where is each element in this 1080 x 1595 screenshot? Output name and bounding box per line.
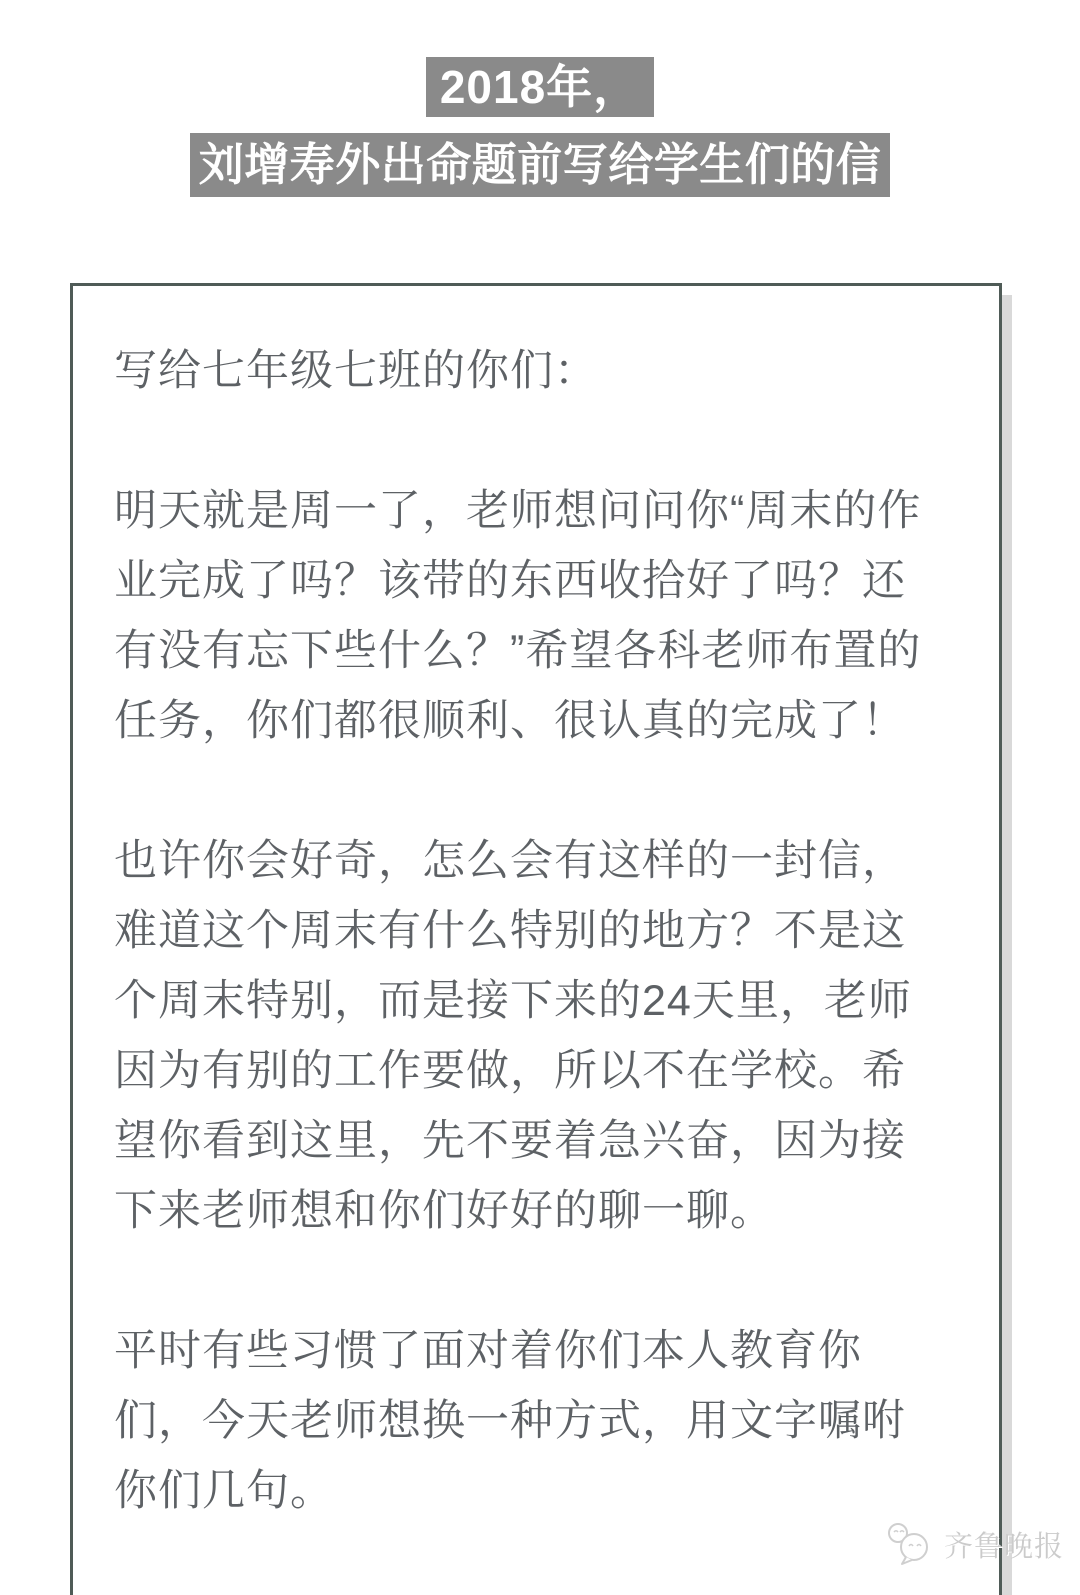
title-row-year bbox=[0, 57, 1080, 117]
letter-paragraph bbox=[114, 826, 959, 1246]
letter-line: 业完成了吗？该带的东西收拾好了吗？还 bbox=[114, 557, 906, 605]
letter-line: 你们几句。 bbox=[114, 1467, 334, 1515]
letter-line: 写给七年级七班的你们： bbox=[114, 347, 598, 395]
watermark bbox=[884, 1520, 1064, 1568]
letter-body bbox=[114, 336, 959, 1526]
letter-line: 明天就是周一了，老师想问问你“周末的作 bbox=[114, 487, 922, 535]
letter-line: 望你看到这里，先不要着急兴奋，因为接 bbox=[114, 1117, 906, 1165]
letter-paragraph bbox=[114, 476, 959, 756]
letter-line: 也许你会好奇，怎么会有这样的一封信， bbox=[114, 837, 906, 885]
letter-line: 个周末特别，而是接下来的24天里，老师 bbox=[114, 977, 912, 1025]
letter-card bbox=[70, 283, 1002, 1595]
letter-line: 任务，你们都很顺利、很认真的完成了！ bbox=[114, 697, 906, 745]
letter-line: 难道这个周末有什么特别的地方？不是这 bbox=[114, 907, 906, 955]
article-title-main: 刘增寿外出命题前写给学生们的信 bbox=[190, 133, 891, 197]
letter-line: 有没有忘下些什么？”希望各科老师布置的 bbox=[114, 627, 922, 675]
chat-bubbles-logo-icon bbox=[884, 1520, 936, 1568]
title-row-main bbox=[0, 133, 1080, 197]
watermark-label: 齐鲁晚报 bbox=[944, 1530, 1065, 1563]
letter-paragraph bbox=[114, 1316, 959, 1526]
article-title-year: 2018年， bbox=[426, 57, 654, 117]
letter-paragraph bbox=[114, 336, 959, 406]
letter-line: 们，今天老师想换一种方式，用文字嘱咐 bbox=[114, 1397, 906, 1445]
letter-line: 下来老师想和你们好好的聊一聊。 bbox=[114, 1187, 774, 1235]
letter-line: 平时有些习惯了面对着你们本人教育你 bbox=[114, 1327, 862, 1375]
letter-line: 因为有别的工作要做，所以不在学校。希 bbox=[114, 1047, 906, 1095]
